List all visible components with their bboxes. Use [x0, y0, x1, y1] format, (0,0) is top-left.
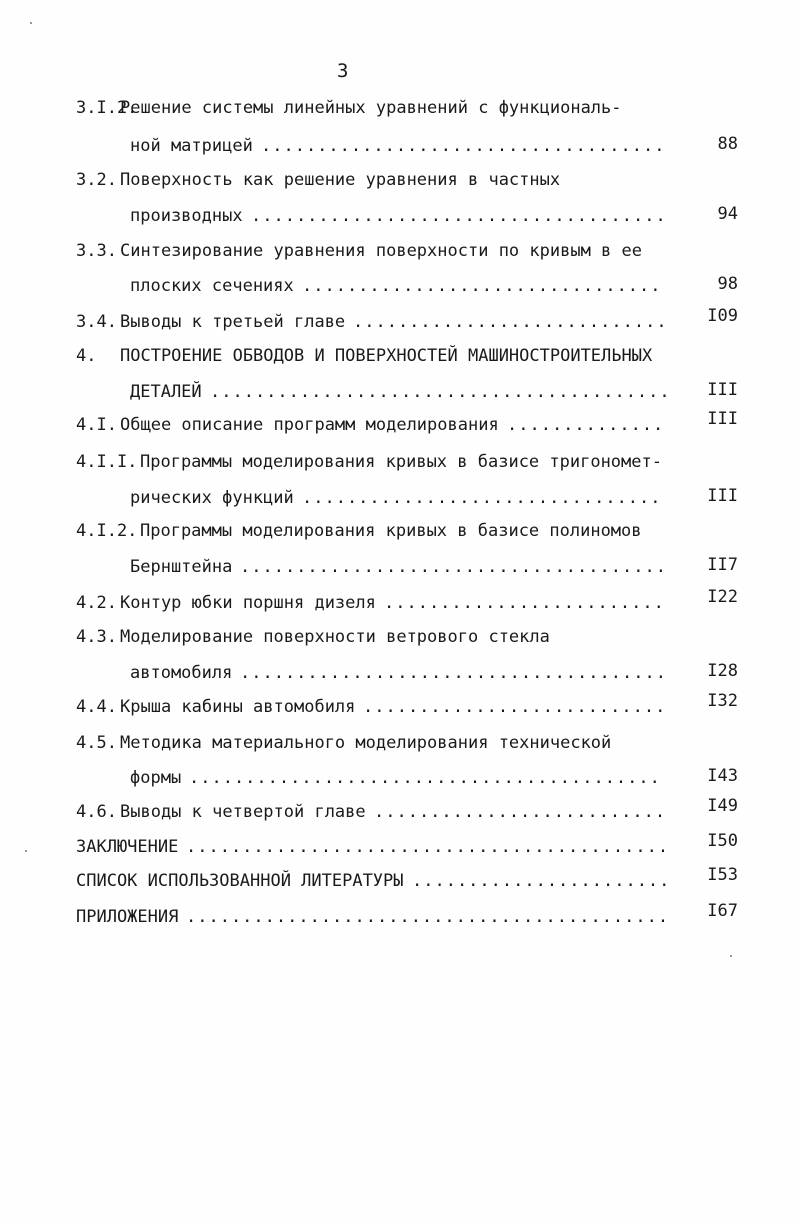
toc-entry-line: [0, 556, 794, 578]
toc-entry-line: [0, 487, 794, 509]
entry-number: 3.I.2.: [76, 98, 138, 118]
dot-leader: .....................................: [251, 206, 667, 226]
toc-entry-line: [0, 901, 794, 928]
page-number-ref: I67: [707, 901, 738, 921]
entry-title: Решение системы линейных уравнений с функциональ-: [120, 98, 622, 118]
toc-entry-line: [0, 691, 794, 718]
toc-entry-line: [0, 275, 794, 297]
entry-number: 4.2.: [76, 593, 117, 613]
entry-number: 3.4.: [76, 312, 117, 332]
entry-title-continued: Бернштейна: [130, 557, 233, 577]
toc-entry-line: [0, 587, 794, 614]
entry-title-continued: автомобиля: [130, 663, 233, 683]
toc-entry-line: [0, 205, 794, 227]
toc-entry-line: [0, 831, 794, 858]
entry-number: 3.3.: [76, 241, 117, 261]
dot-leader: ...........................................: [186, 837, 670, 857]
entry-title-continued: рических функций: [130, 488, 294, 508]
entry-title: Общее описание программ моделирования: [120, 415, 499, 435]
dot-leader: ......................................: [240, 557, 667, 577]
entry-number: 4.6.: [76, 802, 117, 822]
entry-title: Выводы к четвертой главе: [120, 802, 366, 822]
toc-entry-line: [0, 796, 794, 823]
entry-number: 4.3.: [76, 627, 117, 647]
toc-entry-line: [0, 732, 794, 754]
entry-title-continued: ной матрицей: [130, 136, 253, 156]
entry-number: 4.I.I.: [76, 452, 138, 472]
dot-leader: .........................: [384, 593, 665, 613]
scan-speck: [730, 955, 732, 957]
page-number-ref: 88: [717, 134, 738, 154]
entry-number: 3.2.: [76, 170, 117, 190]
dot-leader: ......................................: [240, 663, 667, 683]
entry-title: ПРИЛОЖЕНИЯ: [76, 907, 179, 927]
toc-entry-line: [0, 345, 794, 367]
dot-leader: ....................................: [261, 136, 666, 156]
dot-leader: ..........................................: [189, 768, 661, 788]
dot-leader: ............................: [353, 312, 668, 332]
toc-entry-line: [0, 520, 794, 542]
toc-entry-line: [0, 135, 794, 157]
toc-entry-line: [0, 381, 794, 403]
entry-title-continued: ДЕТАЛЕЙ: [130, 382, 202, 402]
toc-entry-line: [0, 662, 794, 684]
entry-number: 4.4.: [76, 697, 117, 717]
scan-speck: [30, 22, 32, 24]
toc-entry-line: [0, 865, 794, 892]
dot-leader: ................................: [302, 276, 662, 296]
dot-leader: ...........................: [363, 697, 667, 717]
entry-title: Выводы к третьей главе: [120, 312, 346, 332]
entry-title: ПОСТРОЕНИЕ ОБВОДОВ И ПОВЕРХНОСТЕЙ МАШИНОСТРОИТЕЛЬНЫХ: [120, 346, 653, 366]
page-number-ref: I50: [707, 831, 738, 851]
page-number: 3: [337, 60, 349, 82]
dot-leader: ...........................................: [186, 907, 670, 927]
entry-title-continued: формы: [130, 768, 182, 788]
page-number-ref: 98: [717, 274, 738, 294]
dot-leader: .......................: [412, 871, 671, 891]
toc-entry-line: [0, 767, 794, 789]
entry-number: 4.I.: [76, 415, 117, 435]
toc-entry-line: [0, 409, 794, 436]
toc-entry-line: [0, 97, 794, 119]
dot-leader: .........................................: [210, 382, 671, 402]
dot-leader: ..........................: [374, 802, 667, 822]
page-number-ref: I22: [707, 587, 738, 607]
entry-title: Моделирование поверхности ветрового стекла: [120, 627, 550, 647]
page-number-ref: III: [707, 486, 738, 506]
entry-title: Синтезирование уравнения поверхности по кривым в ее: [120, 241, 642, 261]
page-number-ref: 94: [717, 204, 738, 224]
entry-title: Программы моделирования кривых в базисе полиномов: [140, 521, 642, 541]
page-number-ref: I43: [707, 766, 738, 786]
entry-number: 4.I.2.: [76, 521, 138, 541]
page-number-ref: I53: [707, 865, 738, 885]
entry-title: Программы моделирования кривых в базисе тригономет-: [140, 452, 662, 472]
dot-leader: ..............: [507, 415, 665, 435]
page-number-ref: II7: [707, 555, 738, 575]
page-number-ref: I28: [707, 661, 738, 681]
page-number-ref: I49: [707, 796, 738, 816]
entry-title: Контур юбки поршня дизеля: [120, 593, 376, 613]
page-number-ref: I32: [707, 691, 738, 711]
page-number-ref: III: [707, 380, 738, 400]
entry-title-continued: производных: [130, 206, 243, 226]
toc-entry-line: [0, 451, 794, 473]
entry-title: СПИСОК ИСПОЛЬЗОВАННОЙ ЛИТЕРАТУРЫ: [76, 871, 404, 891]
page-number-ref: III: [707, 409, 738, 429]
toc-entry-line: [0, 306, 794, 333]
toc-entry-line: [0, 169, 794, 191]
entry-number: 4.: [76, 346, 97, 366]
dot-leader: ................................: [302, 488, 662, 508]
toc-entry-line: [0, 240, 794, 262]
entry-title: ЗАКЛЮЧЕНИЕ: [76, 837, 179, 857]
toc-entry-line: [0, 626, 794, 648]
entry-title-continued: плоских сечениях: [130, 276, 294, 296]
scan-speck: [25, 850, 27, 852]
entry-number: 4.5.: [76, 733, 117, 753]
page-number-ref: I09: [707, 306, 738, 326]
entry-title: Крыша кабины автомобиля: [120, 697, 356, 717]
entry-title: Поверхность как решение уравнения в частных: [120, 170, 561, 190]
entry-title: Методика материального моделирования технической: [120, 733, 612, 753]
